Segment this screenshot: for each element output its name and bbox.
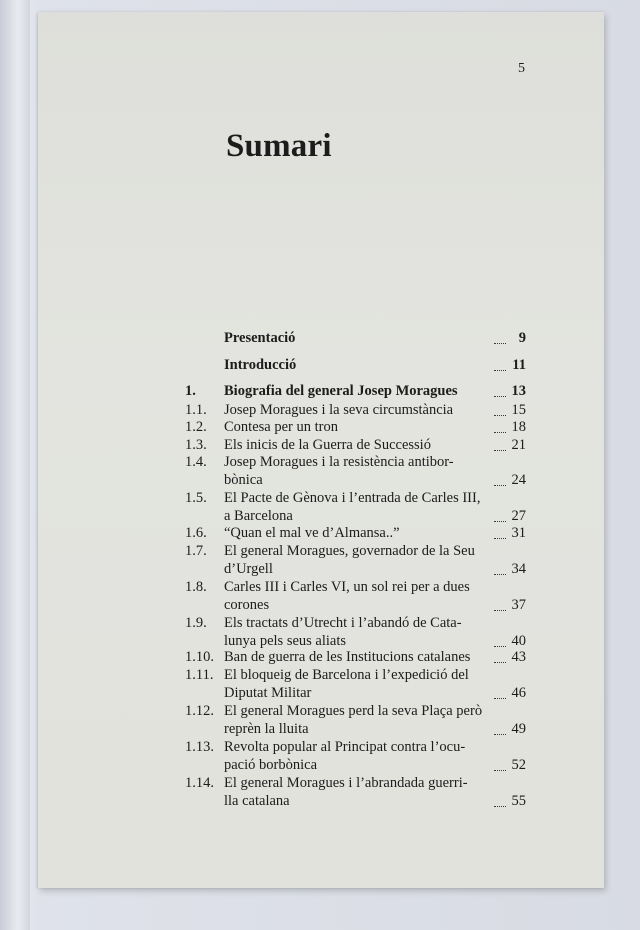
dot-leader: [494, 370, 506, 371]
toc-entry-title: El general Moragues i l’abrandada guerri-: [224, 775, 468, 791]
toc-entry-title: Josep Moragues i la resistència antibor-: [224, 454, 454, 470]
toc-entry-number: 1.7.: [185, 543, 207, 559]
book-page: [38, 12, 604, 888]
toc-entry-title: Els inicis de la Guerra de Successió: [224, 437, 431, 453]
toc-entry-number: 1.6.: [185, 525, 207, 541]
toc-entry-page: 34: [511, 560, 526, 577]
dot-leader: [494, 770, 506, 771]
toc-entry-number: 1.12.: [185, 703, 214, 719]
toc-entry-page: 24: [511, 471, 526, 488]
dot-leader: [494, 538, 506, 539]
toc-entry-number: 1.11.: [185, 667, 214, 683]
toc-entry-page: 43: [511, 649, 526, 665]
dot-leader: [494, 574, 506, 575]
toc-entry-page: 18: [511, 419, 526, 435]
toc-entry-title: El bloqueig de Barcelona i l’expedició del: [224, 667, 469, 683]
toc-entry-page: 13: [511, 383, 526, 399]
toc-entry-number: 1.10.: [185, 649, 214, 665]
toc-entry-title: corones: [224, 596, 270, 613]
toc-entry-title: Josep Moragues i la seva circumstància: [224, 402, 454, 418]
toc-entry-title: Contesa per un tron: [224, 419, 338, 435]
dot-leader: [494, 415, 506, 416]
toc-entry-page: 11: [512, 357, 526, 373]
dot-leader: [494, 662, 506, 663]
dot-leader: [494, 396, 506, 397]
toc-entry-title: d’Urgell: [224, 560, 273, 577]
page-number: 5: [518, 61, 525, 76]
toc-entry-number: 1.5.: [185, 490, 207, 506]
toc-entry-title: Biografia del general Josep Moragues: [224, 383, 458, 399]
toc-entry-page: 15: [511, 402, 526, 418]
toc-entry-title: El general Moragues perd la seva Plaça però: [224, 703, 483, 719]
toc-entry-page: 21: [511, 437, 526, 453]
dot-leader: [494, 806, 506, 807]
toc-entry-title: Carles III i Carles VI, un sol rei per a dues: [224, 579, 470, 595]
toc-entry-page: 9: [518, 330, 526, 346]
toc-entry-title: El general Moragues, governador de la Seu: [224, 543, 475, 559]
toc-entry-title: Els tractats d’Utrecht i l’abandó de Cata-: [224, 615, 462, 631]
toc-entry-number: 1.4.: [185, 454, 207, 470]
dot-leader: [494, 610, 506, 611]
toc-entry-number: 1.1.: [185, 402, 207, 418]
dot-leader: [494, 450, 506, 451]
toc-entry-title: Revolta popular al Principat contra l’ocu-: [224, 739, 466, 755]
toc-entry-page: 27: [511, 507, 526, 524]
dot-leader: [494, 646, 506, 647]
dot-leader: [494, 432, 506, 433]
toc-entry-page: 40: [511, 632, 526, 649]
page-title: Sumari: [226, 128, 332, 164]
toc-entry-title: reprèn la lluita: [224, 720, 309, 737]
dot-leader: [494, 485, 506, 486]
toc-entry-number: 1.3.: [185, 437, 207, 453]
toc-entry-page: 52: [511, 756, 526, 773]
adjacent-page-edge: [0, 0, 30, 930]
toc-entry-number: 1.2.: [185, 419, 207, 435]
dot-leader: [494, 698, 506, 699]
toc-entry-number: 1.8.: [185, 579, 207, 595]
toc-entry-page: 55: [511, 792, 526, 809]
toc-entry-title: lla catalana: [224, 792, 290, 809]
dot-leader: [494, 734, 506, 735]
toc-entry-number: 1.9.: [185, 615, 207, 631]
toc-entry-number: 1.13.: [185, 739, 214, 755]
toc-entry-title: bònica: [224, 471, 263, 488]
toc-entry-number: 1.: [185, 383, 196, 399]
toc-entry-title: El Pacte de Gènova i l’entrada de Carles III,: [224, 490, 481, 506]
table-of-contents: [38, 12, 604, 888]
toc-entry-title: Diputat Militar: [224, 684, 312, 701]
toc-entry-page: 49: [511, 720, 526, 737]
toc-entry-title: “Quan el mal ve d’Almansa..”: [224, 525, 400, 541]
toc-entry-number: 1.14.: [185, 775, 214, 791]
toc-entry-title: Introducció: [224, 357, 297, 373]
toc-entry-title: lunya pels seus aliats: [224, 632, 347, 649]
toc-entry-page: 37: [511, 596, 526, 613]
toc-entry-page: 31: [511, 525, 526, 541]
toc-entry-title: pació borbònica: [224, 756, 318, 773]
dot-leader: [494, 343, 506, 344]
dot-leader: [494, 521, 506, 522]
toc-entry-page: 46: [511, 684, 526, 701]
toc-entry-title: Presentació: [224, 330, 296, 346]
toc-entry-title: a Barcelona: [224, 507, 293, 524]
toc-entry-title: Ban de guerra de les Institucions catalanes: [224, 649, 471, 665]
